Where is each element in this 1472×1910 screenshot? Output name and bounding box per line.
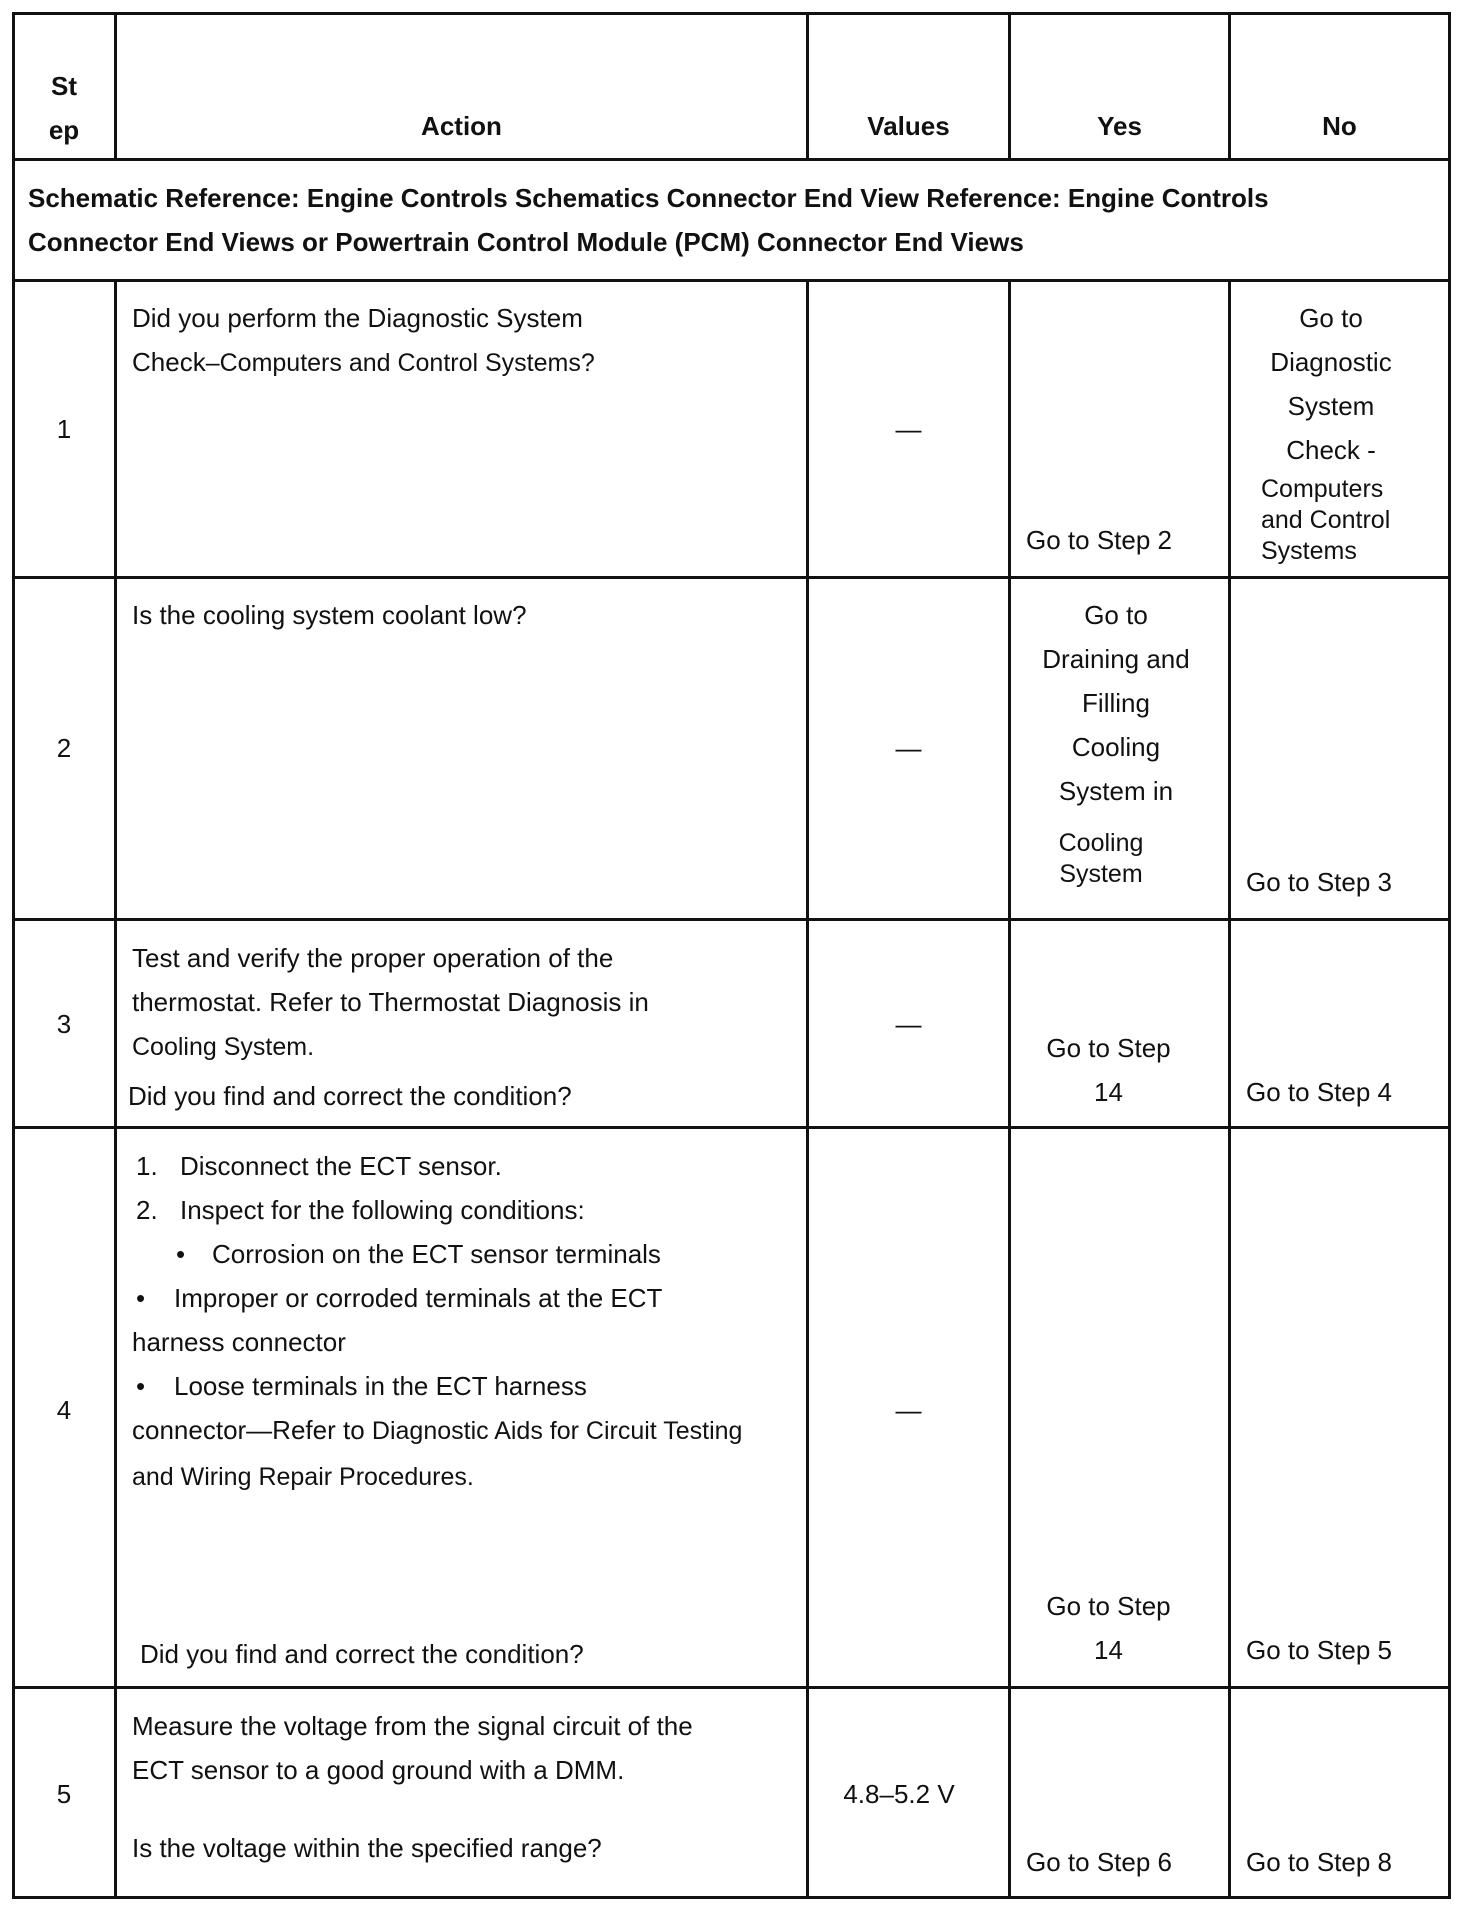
header-step: St ep (48, 71, 80, 145)
row-2-yes-cont: Cooling System (1058, 829, 1144, 888)
row-1-action: Did you perform the Diagnostic System Check–Computers and Control Systems? (132, 303, 595, 377)
row-4-step: 4 (56, 1395, 72, 1425)
row-1-no-cont: Computers and Control Systems (1261, 475, 1391, 565)
header-no: No (1322, 111, 1357, 141)
header-values: Values (867, 111, 950, 141)
row-3-action: Test and verify the proper operation of the thermostat. Refer to Thermostat Diagnosis in Cooling System. (132, 943, 649, 1061)
row-divider (12, 279, 1451, 282)
row-1-step: 1 (56, 414, 72, 444)
table-border-left (12, 12, 15, 1898)
column-divider (806, 280, 809, 1898)
row-4-bullet-2-mark: • (136, 1283, 146, 1313)
table-border-right (1448, 12, 1451, 1898)
row-4-bullet-3-mark: • (136, 1371, 146, 1401)
row-4-value: — (895, 1395, 922, 1425)
row-divider (12, 1126, 1451, 1129)
row-4-question: Did you find and correct the condition? (140, 1639, 584, 1669)
row-4-bullet-3-cont-2: and Wiring Repair Procedures. (132, 1463, 474, 1491)
row-2-yes: Go to Draining and Filling Cooling System in (1042, 600, 1190, 806)
row-3-yes: Go to Step 14 (1046, 1033, 1171, 1107)
row-2-no: Go to Step 3 (1246, 867, 1392, 897)
row-4-item-1-number: 1. (136, 1151, 158, 1181)
header-yes: Yes (1097, 111, 1142, 141)
row-5-action: Measure the voltage from the signal circuit of the ECT sensor to a good ground with a DMM. (132, 1711, 693, 1785)
row-1-yes: Go to Step 2 (1026, 525, 1172, 555)
row-4-yes: Go to Step 14 (1046, 1591, 1171, 1665)
header-action: Action (421, 111, 502, 141)
schematic-reference: Schematic Reference: Engine Controls Schematics Connector End View Reference: Engine Controls Connector End Views or Powertrain Control Module (PCM) Connector End Views (28, 183, 1269, 257)
row-5-value: 4.8–5.2 V (843, 1779, 955, 1809)
table-border-bottom (12, 1896, 1451, 1899)
row-2-step: 2 (56, 733, 72, 763)
row-5-step: 5 (56, 1779, 72, 1809)
row-3-value: — (895, 1009, 922, 1039)
row-divider (12, 1686, 1451, 1689)
row-5-no: Go to Step 8 (1246, 1847, 1392, 1877)
row-4-bullet-2-cont: harness connector (132, 1327, 346, 1357)
row-4-bullet-1-mark: • (176, 1239, 186, 1269)
column-divider (1228, 280, 1231, 1898)
row-4-item-2-number: 2. (136, 1195, 158, 1225)
row-4-bullet-1: Corrosion on the ECT sensor terminals (212, 1239, 661, 1269)
row-4-item-1: Disconnect the ECT sensor. (180, 1151, 502, 1181)
row-divider (12, 576, 1451, 579)
row-2-value: — (895, 733, 922, 763)
row-3-step: 3 (56, 1009, 72, 1039)
row-5-yes: Go to Step 6 (1026, 1847, 1172, 1877)
column-divider (114, 280, 117, 1898)
row-3-question: Did you find and correct the condition? (128, 1081, 572, 1111)
row-2-action: Is the cooling system coolant low? (132, 600, 527, 630)
row-divider (12, 918, 1451, 921)
row-4-bullet-2: Improper or corroded terminals at the ECT (174, 1283, 663, 1313)
row-4-bullet-3-cont: connector—Refer to Diagnostic Aids for Circuit Testing (132, 1415, 743, 1445)
row-4-item-2: Inspect for the following conditions: (180, 1195, 585, 1225)
row-3-no: Go to Step 4 (1246, 1077, 1392, 1107)
row-1-no: Go to Diagnostic System Check - (1270, 303, 1392, 465)
row-1-value: — (895, 414, 922, 444)
row-divider (12, 158, 1451, 161)
row-5-question: Is the voltage within the specified range? (132, 1833, 602, 1863)
row-4-no: Go to Step 5 (1246, 1635, 1392, 1665)
table-border-top (12, 12, 1451, 15)
row-4-bullet-3: Loose terminals in the ECT harness (174, 1371, 587, 1401)
